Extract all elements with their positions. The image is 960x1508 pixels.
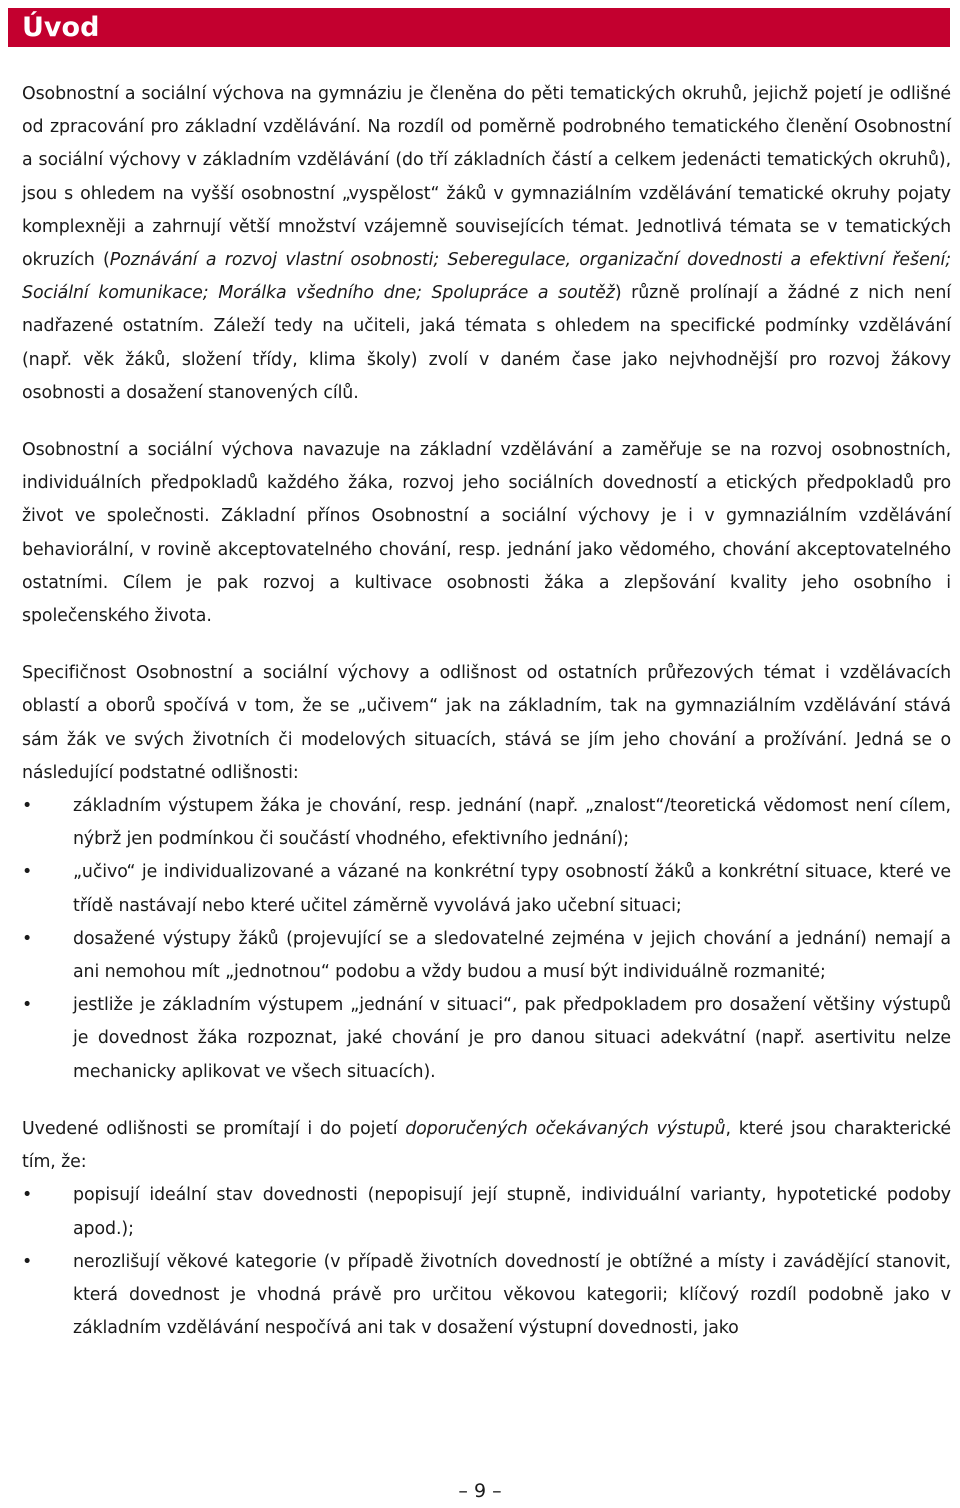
paragraph-intro-text-b: ) různě prolínají a žádné z nich není nadřazené ostatním. Záleží tedy na učiteli, jaká témata s ohledem na specifické podmínky vzdělávání (např. věk žáků, složení třídy, klima školy) zvolí v daném čase jako nejvhodnější pro rozvoj žákovy osobnosti a dosažení stanovených cílů. — [22, 283, 951, 403]
paragraph-continuity: Osobnostní a sociální výchova navazuje na základní vzdělávání a zaměřuje se na rozvoj osobnostních, individuálních předpokladů každého žáka, rozvoj jeho sociálních dovedností a etických předpokladů pro život ve společnosti. Základní přínos Osobnostní a sociální výchovy je i v gymnaziálním vzdělávání behaviorální, v rovině akceptovatelného chování, resp. jednání jako vědomého, chování akceptovatelného ostatními. Cílem je pak rozvoj a kultivace osobnosti žáka a zlepšování kvality jeho osobního i společenského života. — [22, 440, 951, 627]
bullet-icon: • — [22, 928, 33, 949]
list-item-text: popisují ideální stav dovednosti (nepopisují její stupně, individuální varianty, hypotetické podoby apod.); — [73, 1185, 951, 1239]
list-item — [22, 856, 951, 922]
characteristics-list — [22, 1179, 951, 1345]
list-item-text: „učivo“ je individualizované a vázané na konkrétní typy osobností žáků a konkrétní situace, které ve třídě nastávají nebo které učitel záměrně vyvolává jako učební situaci; — [73, 862, 951, 916]
list-item — [22, 1179, 951, 1245]
paragraph-specificity: Specifičnost Osobnostní a sociální výchovy a odlišnost od ostatních průřezových témat i vzdělávacích oblastí a oborů spočívá v tom, že se „učivem“ jak na základním, tak na gymnaziálním vzdělávání stává sám žák ve svých životních či modelových situacích, stává se jím jeho chování a prožívání. Jedná se o následující podstatné odlišnosti: — [22, 663, 951, 783]
bullet-icon: • — [22, 1185, 33, 1206]
section-title: Úvod — [22, 12, 100, 43]
list-item — [22, 923, 951, 989]
paragraph-outcomes-text-a: Uvedené odlišnosti se promítají i do pojetí — [22, 1118, 406, 1139]
topic-list-italic: Poznávání a rozvoj vlastní osobnosti; Seberegulace, organizační dovednosti a efektivní řešení; Sociální komunikace; Morálka všedního dne; Spolupráce a soutěž — [22, 250, 951, 304]
main-content — [22, 78, 951, 1345]
differences-list — [22, 790, 951, 1089]
list-item — [22, 790, 951, 856]
paragraph-intro-text-a: Osobnostní a sociální výchova na gymnáziu je členěna do pěti tematických okruhů, jejichž pojetí je odlišné od zpracování pro základní vzdělávání. Na rozdíl od poměrně podrobného tematického členění Osobnostní a sociální výchovy v základním vzdělávání (do tří základních částí a celkem jedenácti tematických okruhů), jsou s ohledem na vyšší osobnostní „vyspělost“ žáků v gymnaziálním vzdělávání tematické okruhy pojaty komplexněji a zahrnují větší množství vzájemně souvisejících témat. Jednotlivá témata se v tematických okruzích ( — [22, 84, 951, 271]
expected-outcomes-italic: doporučených očekávaných výstupů — [405, 1118, 726, 1139]
paragraph-intro — [22, 78, 951, 410]
paragraph-outcomes — [22, 1113, 951, 1179]
list-item-text: nerozlišují věkové kategorie (v případě životních dovedností je obtížné a místy i zavádějící stanovit, která dovednost je vhodná právě pro určitou věkovou kategorii; klíčový rozdíl podobně jako v základním vzdělávání nespočívá ani tak v dosažení výstupní dovednosti, jako — [73, 1251, 951, 1339]
bullet-icon: • — [22, 862, 33, 883]
list-item — [22, 1246, 951, 1346]
list-item-text: dosažené výstupy žáků (projevující se a sledovatelné zejména v jejich chování a jednání) nemají a ani nemohou mít „jednotnou“ podobu a vždy budou a musí být individuálně rozmanité; — [73, 928, 951, 983]
bullet-icon: • — [22, 796, 33, 817]
section-header-bar — [8, 8, 950, 47]
list-item-text: základním výstupem žáka je chování, resp. jednání (např. „znalost“/teoretická vědomost není cílem, nýbrž jen podmínkou či součástí vhodného, efektivního jednání); — [73, 796, 951, 850]
list-item-text: jestliže je základním výstupem „jednání v situaci“, pak předpokladem pro dosažení většiny výstupů je dovednost žáka rozpoznat, jaké chování je pro danou situaci adekvátní (např. asertivitu nelze mechanicky aplikovat ve všech situacích). — [73, 995, 951, 1082]
bullet-icon: • — [22, 995, 33, 1016]
page-number: – 9 – — [458, 1480, 502, 1502]
list-item — [22, 989, 951, 1089]
paragraph-outcomes-text-b: , které jsou charakterické tím, že: — [22, 1118, 951, 1173]
bullet-icon: • — [22, 1251, 33, 1272]
